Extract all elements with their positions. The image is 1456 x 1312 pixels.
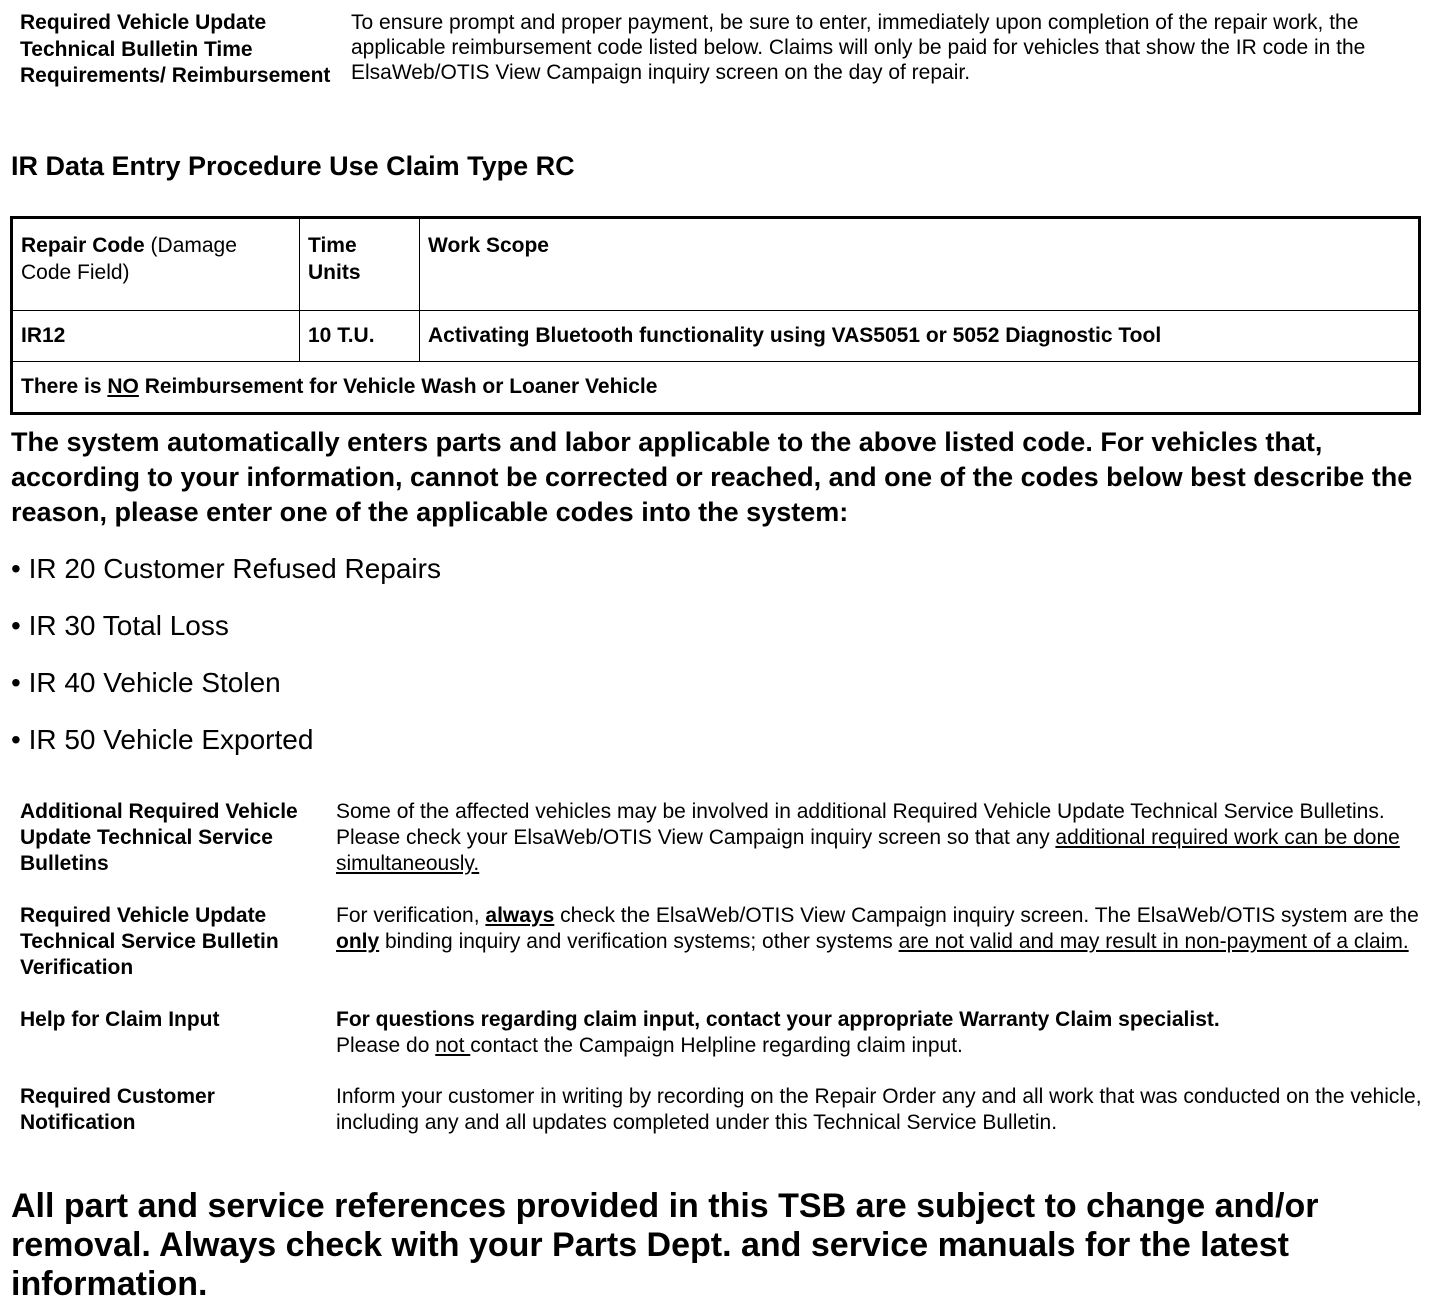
reimbursement-note — [12, 362, 1420, 414]
verification-p2: check the ElsaWeb/OTIS View Campaign inquiry screen. The ElsaWeb/OTIS system are the — [554, 904, 1419, 927]
note-after: Reimbursement for Vehicle Wash or Loaner Vehicle — [138, 375, 658, 398]
cell-repair-code: IR12 — [12, 311, 300, 362]
ir-code-list — [11, 549, 441, 777]
list-item: • IR 40 Vehicle Stolen — [11, 667, 281, 698]
note-before: There is — [21, 375, 108, 398]
list-item: • IR 20 Customer Refused Repairs — [11, 553, 441, 584]
list-item: • IR 50 Vehicle Exported — [11, 724, 314, 755]
header-repair-code-rest: (Damage Code Field) — [21, 234, 237, 284]
help-line2-after: contact the Campaign Helpline regarding claim input. — [470, 1034, 963, 1057]
help-line2-not: not — [435, 1034, 471, 1057]
help-line-2 — [336, 1033, 1426, 1059]
verification-label: Required Vehicle Update Technical Service Bulletin Verification — [20, 904, 279, 979]
table-header-row — [12, 218, 1420, 311]
verification-p3: binding inquiry and verification systems; other systems — [379, 930, 899, 953]
note-no: NO — [107, 375, 139, 398]
verification-always: always — [485, 904, 555, 927]
verification-p1: For verification, — [336, 904, 486, 927]
header-repair-code-bold: Repair Code — [21, 234, 145, 257]
help-text — [336, 1007, 1426, 1059]
help-line2-before: Please do — [336, 1034, 436, 1057]
verification-underlined: are not valid and may result in non-payment of a claim. — [898, 930, 1409, 953]
header-time-units: Time Units — [300, 218, 420, 311]
notification-label: Required Customer Notification — [20, 1085, 215, 1134]
additional-bulletins-label: Additional Required Vehicle Update Technical Service Bulletins — [20, 800, 298, 875]
reimbursement-text: To ensure prompt and proper payment, be sure to enter, immediately upon completion of the repair work, the applicable reimbursement code listed below. Claims will only be paid for vehicles that show the IR code in the ElsaWeb/OTIS View Campaign inquiry screen on the day of repair. — [351, 11, 1366, 84]
cell-time-units: 10 T.U. — [300, 311, 420, 362]
table-row — [12, 311, 1420, 362]
procedure-heading: IR Data Entry Procedure Use Claim Type RC — [11, 151, 575, 181]
additional-bulletins-text — [336, 799, 1426, 877]
reimbursement-label: Required Vehicle Update Technical Bulletin Time Requirements/ Reimbursement — [20, 11, 331, 87]
verification-only: only — [336, 930, 380, 953]
list-item: • IR 30 Total Loss — [11, 610, 229, 641]
footer-disclaimer: All part and service references provided in this TSB are subject to change and/or removal. Always check with your Parts Dept. and service manuals for the latest information. — [11, 1187, 1319, 1303]
help-bold-line: For questions regarding claim input, contact your appropriate Warranty Claim specialist. — [336, 1008, 1220, 1031]
additional-text-before: Some of the affected vehicles may be involved in additional Required Vehicle Update Technical Service Bulletins. Please check your ElsaWeb/OTIS View Campaign inquiry screen so that any — [336, 800, 1385, 849]
header-repair-code — [12, 218, 300, 311]
repair-code-table — [10, 216, 1421, 415]
system-note: The system automatically enters parts and labor applicable to the above listed code. For vehicles that, according to your information, cannot be corrected or reached, and one of the codes below best describe the reason, please enter one of the applicable codes into the system: — [11, 427, 1413, 527]
cell-work-scope: Activating Bluetooth functionality using VAS5051 or 5052 Diagnostic Tool — [420, 311, 1420, 362]
table-note-row — [12, 362, 1420, 414]
help-label: Help for Claim Input — [20, 1008, 220, 1031]
header-work-scope: Work Scope — [420, 218, 1420, 311]
additional-text-underlined: additional required work can be done simultaneously. — [336, 826, 1400, 875]
verification-text — [336, 903, 1426, 955]
notification-text: Inform your customer in writing by recording on the Repair Order any and all work that was conducted on the vehicle, including any and all updates completed under this Technical Service Bulletin. — [336, 1085, 1422, 1134]
